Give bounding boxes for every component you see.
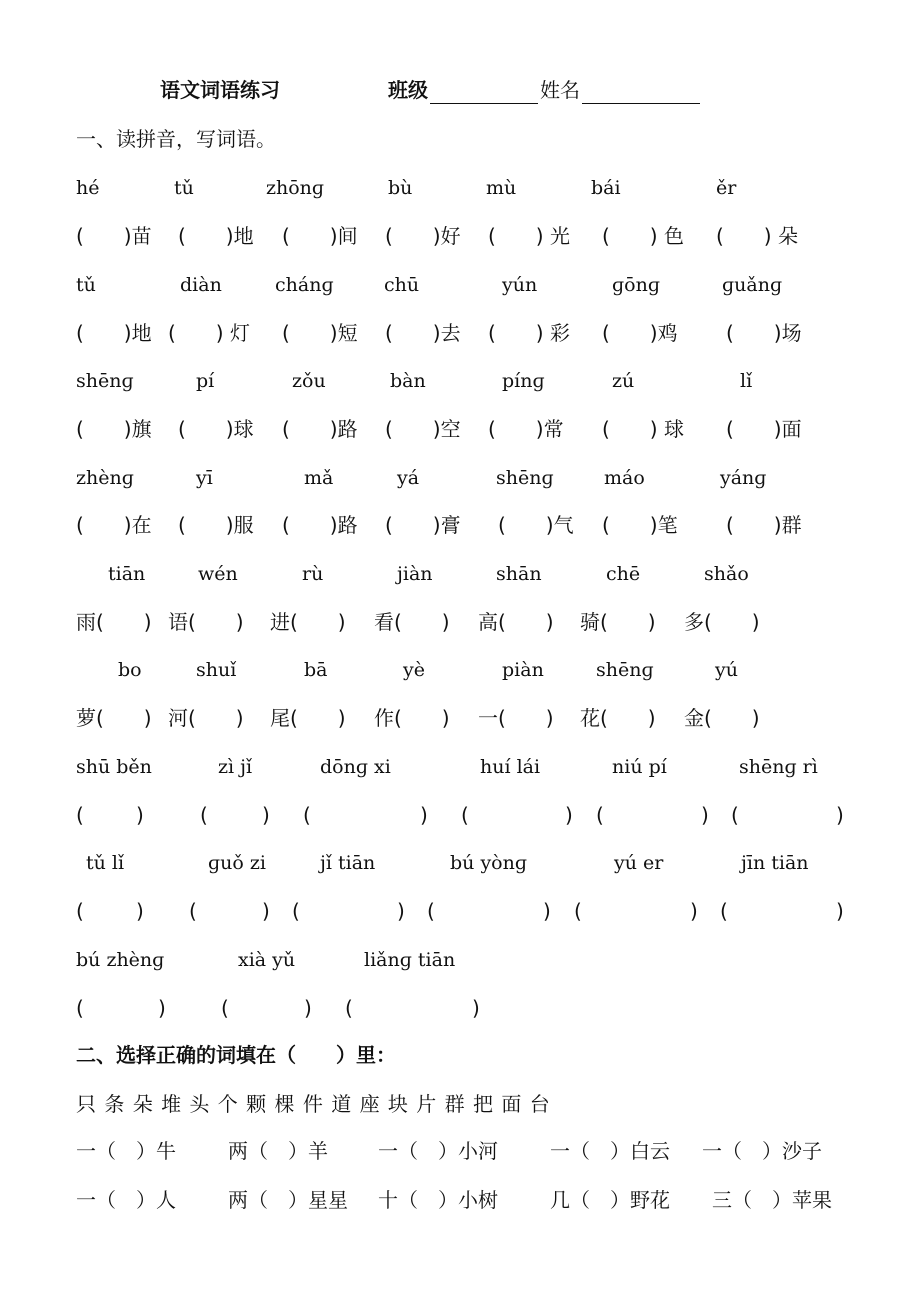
pinyin: xià yǔ [238, 949, 296, 971]
blank-item[interactable]: ( )在 [76, 513, 152, 537]
pinyin: yánɡ [720, 467, 767, 489]
blank-item[interactable]: ( )短 [282, 321, 358, 345]
fill-item[interactable]: 十（ ）小树 [378, 1188, 498, 1212]
fill-item[interactable]: 三（ ）苹果 [712, 1188, 832, 1212]
paren-close: ) [158, 996, 166, 1020]
paren-open: ( [76, 996, 84, 1020]
blank-item[interactable]: 一( ) [478, 706, 554, 730]
blank-item[interactable]: ( )群 [726, 513, 802, 537]
paren-close: ) [136, 899, 144, 923]
paren-close: ) [397, 899, 405, 923]
blank-item[interactable]: 骑( ) [580, 610, 656, 634]
blank-item[interactable]: ( ) 光 [488, 224, 570, 248]
blank-item[interactable]: ( )好 [385, 224, 461, 248]
pinyin: hé [76, 177, 100, 199]
pinyin: bú yònɡ [450, 852, 528, 874]
paren-open: ( [292, 899, 300, 923]
pinyin: tiān [108, 563, 146, 585]
blank-item[interactable]: 花( ) [580, 706, 656, 730]
name-field[interactable] [582, 80, 700, 104]
blank-item[interactable]: 作( ) [374, 706, 450, 730]
pinyin: shuǐ [196, 659, 237, 681]
pinyin: ɡuǒ zi [208, 852, 266, 874]
paren-close: ) [262, 803, 270, 827]
class-label: 班级 [388, 78, 428, 102]
blank-item[interactable]: ( )笔 [602, 513, 678, 537]
pinyin: bā [304, 659, 328, 681]
pinyin: zì jǐ [218, 756, 253, 778]
pinyin: shū běn [76, 756, 152, 778]
pinyin: ɡuǎnɡ [722, 274, 783, 296]
paren-close: ) [565, 803, 573, 827]
pinyin: chē [606, 563, 641, 585]
blank-item[interactable]: 高( ) [478, 610, 554, 634]
pinyin: liǎnɡ tiān [364, 949, 456, 971]
blank-item[interactable]: ( )路 [282, 417, 358, 441]
paren-open: ( [303, 803, 311, 827]
pinyin: mù [486, 177, 517, 199]
fill-item[interactable]: 一（ ）沙子 [702, 1139, 822, 1163]
pinyin: máo [604, 467, 645, 489]
pinyin: jiàn [397, 563, 433, 585]
fill-item[interactable]: 两（ ）羊 [228, 1139, 328, 1163]
paren-open: ( [574, 899, 582, 923]
pinyin: wén [198, 563, 238, 585]
blank-item[interactable]: ( )常 [488, 417, 564, 441]
blank-item[interactable]: 金( ) [684, 706, 760, 730]
pinyin: mǎ [304, 467, 334, 489]
pinyin: bú zhènɡ [76, 949, 165, 971]
blank-item[interactable]: ( )地 [76, 321, 152, 345]
blank-item[interactable]: ( ) 彩 [488, 321, 570, 345]
blank-item[interactable]: 多( ) [684, 610, 760, 634]
pinyin: chū [384, 274, 420, 296]
blank-item[interactable]: ( )膏 [385, 513, 461, 537]
pinyin: jǐ tiān [320, 852, 376, 874]
pinyin: shǎo [704, 563, 749, 585]
blank-item[interactable]: ( )间 [282, 224, 358, 248]
class-field[interactable] [430, 80, 538, 104]
paren-close: ) [836, 803, 844, 827]
pinyin: tǔ [174, 177, 194, 199]
blank-item[interactable]: ( ) 球 [602, 417, 684, 441]
blank-item[interactable]: ( )苗 [76, 224, 152, 248]
pinyin: shēnɡ [76, 370, 134, 392]
pinyin: diàn [180, 274, 222, 296]
paren-open: ( [731, 803, 739, 827]
pinyin: ěr [716, 177, 737, 199]
paren-open: ( [189, 899, 197, 923]
paren-open: ( [427, 899, 435, 923]
pinyin: dōnɡ xi [320, 756, 391, 778]
paren-open: ( [76, 899, 84, 923]
blank-item[interactable]: 语( ) [168, 610, 244, 634]
blank-item[interactable]: ( )气 [498, 513, 574, 537]
pinyin: zhōnɡ [266, 177, 325, 199]
pinyin: shēnɡ [496, 467, 554, 489]
pinyin: yè [403, 659, 425, 681]
pinyin: niú pí [612, 756, 667, 778]
pinyin: tǔ lǐ [86, 852, 125, 874]
blank-item[interactable]: ( ) 灯 [168, 321, 250, 345]
pinyin: zú [612, 370, 635, 392]
pinyin: bo [118, 659, 142, 681]
paren-open: ( [461, 803, 469, 827]
page-title: 语文词语练习 [160, 78, 280, 102]
pinyin: shēnɡ rì [739, 756, 818, 778]
fill-item[interactable]: 两（ ）星星 [228, 1188, 348, 1212]
paren-open: ( [720, 899, 728, 923]
pinyin: pí [196, 370, 215, 392]
blank-item[interactable]: ( )去 [385, 321, 461, 345]
blank-item[interactable]: 萝( ) [76, 706, 152, 730]
fill-item[interactable]: 一（ ）牛 [76, 1139, 176, 1163]
pinyin: zǒu [292, 370, 326, 392]
blank-item[interactable]: ( )服 [178, 513, 254, 537]
pinyin: bù [388, 177, 413, 199]
paren-close: ) [420, 803, 428, 827]
fill-item[interactable]: 几（ ）野花 [550, 1188, 670, 1212]
blank-item[interactable]: 尾( ) [270, 706, 346, 730]
name-label: 姓名 [540, 78, 580, 102]
blank-item[interactable]: ( )路 [282, 513, 358, 537]
fill-item[interactable]: 一（ ）白云 [550, 1139, 670, 1163]
paren-open: ( [200, 803, 208, 827]
pinyin: shēnɡ [596, 659, 654, 681]
fill-item[interactable]: 一（ ）人 [76, 1188, 176, 1212]
pinyin: huí lái [480, 756, 541, 778]
paren-close: ) [836, 899, 844, 923]
blank-item[interactable]: 进( ) [270, 610, 346, 634]
pinyin: yú er [614, 852, 664, 874]
section2-title: 二、选择正确的词填在（ ）里： [76, 1043, 396, 1067]
blank-item[interactable]: ( )面 [726, 417, 802, 441]
pinyin: yá [397, 467, 420, 489]
paren-close: ) [472, 996, 480, 1020]
paren-open: ( [221, 996, 229, 1020]
pinyin: rù [302, 563, 324, 585]
paren-close: ) [701, 803, 709, 827]
blank-item[interactable]: ( ) 色 [602, 224, 684, 248]
pinyin: yú [715, 659, 738, 681]
paren-close: ) [304, 996, 312, 1020]
paren-close: ) [136, 803, 144, 827]
blank-item[interactable]: ( )鸡 [602, 321, 678, 345]
pinyin: yī [196, 467, 213, 489]
pinyin: lǐ [740, 370, 753, 392]
pinyin: bái [591, 177, 621, 199]
pinyin: yún [502, 274, 538, 296]
blank-item[interactable]: ( )球 [178, 417, 254, 441]
pinyin: jīn tiān [741, 852, 809, 874]
paren-close: ) [262, 899, 270, 923]
paren-open: ( [345, 996, 353, 1020]
pinyin: pínɡ [502, 370, 545, 392]
pinyin: tǔ [76, 274, 96, 296]
pinyin: zhènɡ [76, 467, 134, 489]
pinyin: ɡōnɡ [612, 274, 661, 296]
pinyin: piàn [502, 659, 544, 681]
blank-item[interactable]: ( )空 [385, 417, 461, 441]
paren-open: ( [596, 803, 604, 827]
blank-item[interactable]: ( )场 [726, 321, 802, 345]
blank-item[interactable]: ( ) 朵 [716, 224, 798, 248]
blank-item[interactable]: 雨( ) [76, 610, 152, 634]
paren-open: ( [76, 803, 84, 827]
paren-close: ) [690, 899, 698, 923]
fill-item[interactable]: 一（ ）小河 [378, 1139, 498, 1163]
section1-title: 一、读拼音，写词语。 [76, 127, 276, 151]
pinyin: chánɡ [275, 274, 334, 296]
paren-close: ) [543, 899, 551, 923]
blank-item[interactable]: 河( ) [168, 706, 244, 730]
blank-item[interactable]: ( )地 [178, 224, 254, 248]
measure-word-options: 只 条 朵 堆 头 个 颗 棵 件 道 座 块 片 群 把 面 台 [76, 1092, 551, 1116]
blank-item[interactable]: ( )旗 [76, 417, 152, 441]
pinyin: bàn [390, 370, 426, 392]
blank-item[interactable]: 看( ) [374, 610, 450, 634]
pinyin: shān [496, 563, 542, 585]
